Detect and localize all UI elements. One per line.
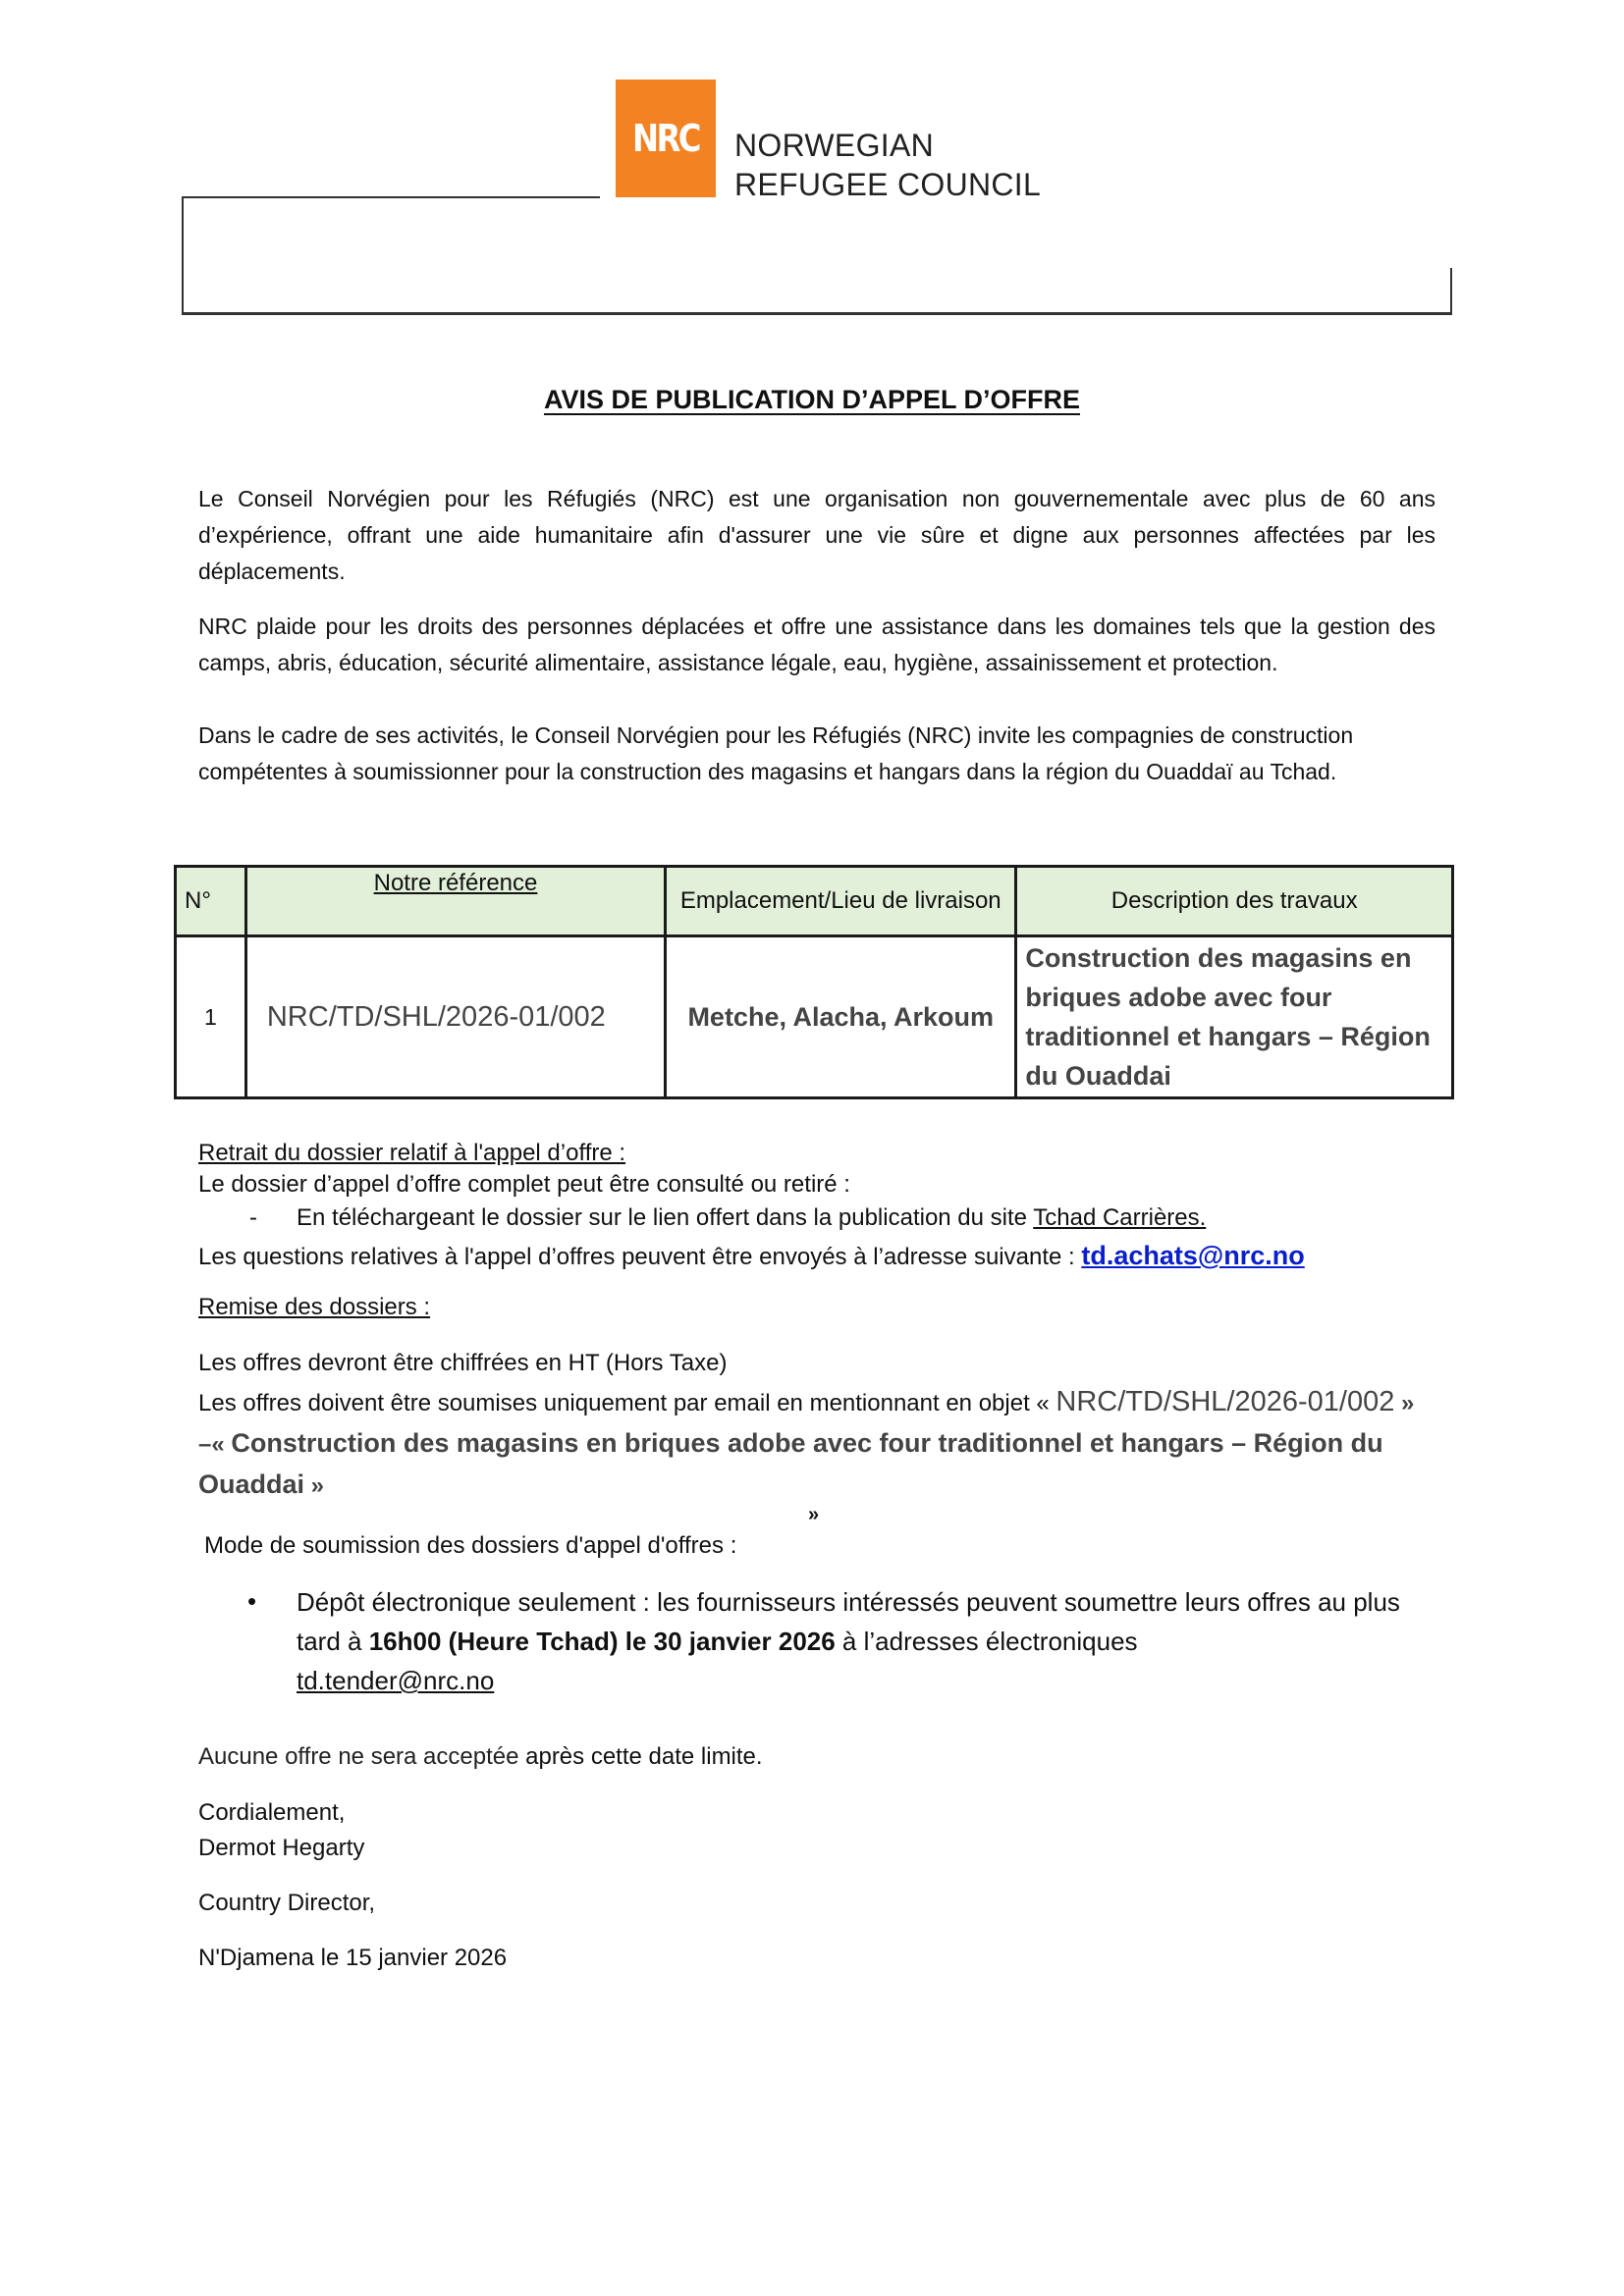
header-location: Emplacement/Lieu de livraison [666, 867, 1016, 936]
place-date: N'Djamena le 15 janvier 2026 [198, 1945, 508, 1971]
header-frame-top-line [182, 196, 600, 198]
retrait-line-1: Le dossier d’appel d’offre complet peut être consulté ou retiré : [198, 1171, 850, 1198]
questions-text: Les questions relatives à l'appel d’offres peuvent être envoyés à l’adresse suivante : [198, 1244, 1082, 1270]
bullet-dot-icon: • [247, 1586, 257, 1616]
header-frame-right-line [1450, 268, 1452, 314]
stray-closing-quote: » [808, 1504, 820, 1525]
notice-part-a: Aucune offre ne sera acceptée [198, 1743, 519, 1770]
depot-tail: à l’adresses électroniques [835, 1627, 1138, 1656]
header-description: Description des travaux [1016, 867, 1453, 936]
deadline-notice [198, 1742, 763, 1772]
intro-paragraph-2: NRC plaide pour les droits des personnes déplacées et offre une assistance dans les domaines tels que la gestion des camps, abris, éducation, sécurité alimentaire, assistance légale, eau, hygiène, assainissement et protection. [198, 614, 1435, 675]
logo-line-1: NORWEGIAN [734, 128, 935, 163]
intro-paragraph-3: Dans le cadre de ses activités, le Conseil Norvégien pour les Réfugiés (NRC) invite les compagnies de construction compétentes à soumissionner pour la construction des magasins et hangars dans la région du Ouaddaï au Tchad. [198, 722, 1354, 784]
signatory-role: Country Director, [198, 1890, 376, 1916]
salutation: Cordialement, [198, 1799, 346, 1826]
header-number: N° [176, 867, 246, 936]
tchad-carrieres-link[interactable]: Tchad Carrières. [1033, 1204, 1207, 1231]
questions-line [198, 1241, 1305, 1272]
retrait-heading: Retrait du dossier relatif à l'appel d’offre : [198, 1140, 626, 1166]
cell-location: Metche, Alacha, Arkoum [666, 936, 1016, 1098]
objet-prefix: Les offres doivent être soumises uniquement par email en mentionnant en objet « [198, 1390, 1056, 1416]
depot-deadline: 16h00 (Heure Tchad) le 30 janvier 2026 [368, 1627, 836, 1656]
cell-number: 1 [176, 936, 246, 1098]
retrait-bullet-dash: - [249, 1204, 257, 1231]
table-row [176, 936, 1453, 1098]
objet-title: Construction des magasins en briques adobe avec four traditionnel et hangars – Région du Ouaddai [198, 1428, 1383, 1499]
retrait-bullet-text: En téléchargeant le dossier sur le lien offert dans la publication du site [297, 1204, 1034, 1231]
objet-reference: NRC/TD/SHL/2026-01/002 [1056, 1386, 1395, 1417]
retrait-bullet [297, 1203, 1206, 1233]
depot-lead: Dépôt électronique seulement : les fournisseurs intéressés peuvent soumettre leurs offres au plus tard à [297, 1587, 1400, 1656]
notice-part-b: après cette date limite. [518, 1743, 763, 1770]
nrc-logo-mark [616, 80, 716, 197]
tender-table [174, 865, 1454, 1099]
depot-bullet [297, 1582, 1435, 1700]
mode-heading: Mode de soumission des dossiers d'appel d'offres : [204, 1532, 737, 1559]
achats-email-link[interactable]: td.achats@nrc.no [1081, 1241, 1305, 1270]
cell-description: Construction des magasins en briques adobe avec four traditionnel et hangars – Région du Ouaddai [1016, 936, 1453, 1098]
objet-separator: » –« [198, 1390, 1415, 1458]
header-frame-bottom-line [182, 312, 1452, 315]
signatory-name: Dermot Hegarty [198, 1835, 365, 1861]
nrc-logo-wordmark [734, 126, 1041, 204]
ht-line: Les offres devront être chiffrées en HT (Hors Taxe) [198, 1350, 728, 1376]
header-reference: Notre référence [245, 867, 665, 936]
cell-reference: NRC/TD/SHL/2026-01/002 [245, 936, 665, 1098]
logo-line-2: REFUGEE COUNCIL [734, 167, 1042, 202]
header-frame-left-line [182, 196, 184, 314]
tender-email-link[interactable]: td.tender@nrc.no [297, 1666, 495, 1695]
objet-close: » [304, 1472, 325, 1499]
remise-heading: Remise des dossiers : [198, 1294, 431, 1320]
table-header-row [176, 867, 1453, 936]
objet-paragraph [198, 1382, 1445, 1506]
intro-paragraph-1: Le Conseil Norvégien pour les Réfugiés (NRC) est une organisation non gouvernementale avec plus de 60 ans d’expérience, offrant une aide humanitaire afin d'assurer une vie sûre et digne aux personnes affectées par les déplacements. [198, 486, 1435, 584]
logo-mark-text: NRC [632, 117, 699, 160]
page-title: AVIS DE PUBLICATION D’APPEL D’OFFRE [543, 385, 1081, 414]
